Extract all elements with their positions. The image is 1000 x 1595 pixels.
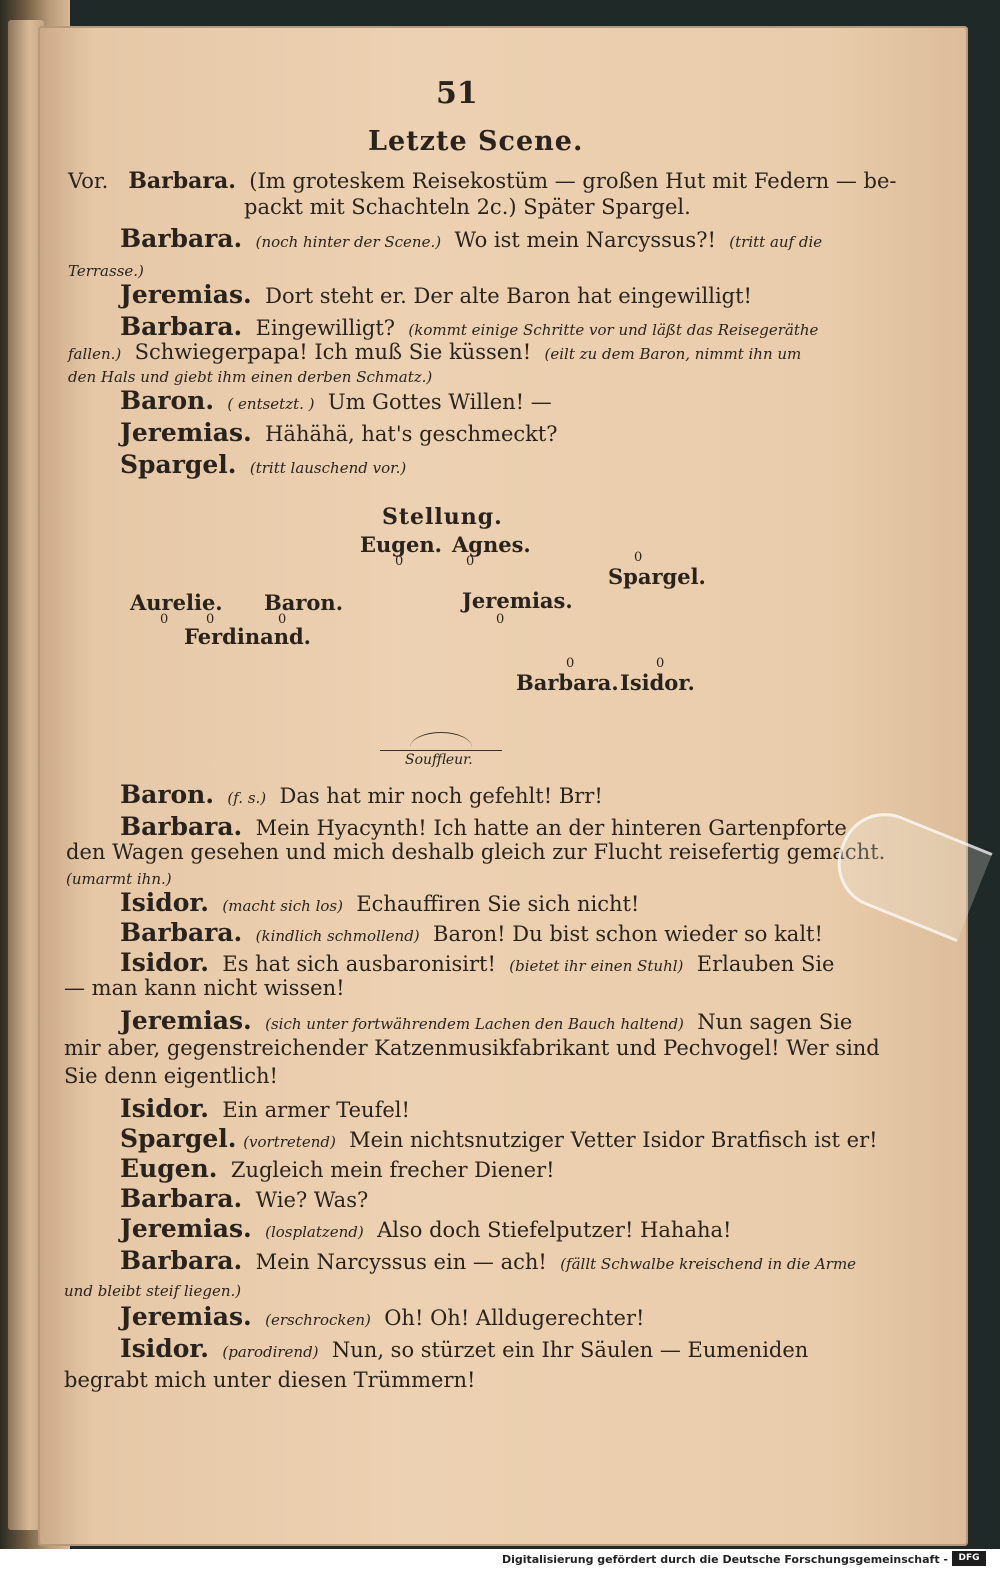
dialogue-text: Das hat mir noch gefehlt! Brr! xyxy=(279,784,603,808)
dialogue-text: Wie? Was? xyxy=(255,1188,369,1212)
speaker-name: Isidor. xyxy=(120,888,210,917)
scene-title: Letzte Scene. xyxy=(368,126,584,157)
stage-direction: (f. s.) xyxy=(227,789,267,807)
dialogue-text: Schwiegerpapa! Ich muß Sie küssen! xyxy=(134,340,532,364)
position-marker: 0 xyxy=(634,550,643,565)
position-marker: 0 xyxy=(278,612,287,627)
dialogue-text: Mein nichtsnutziger Vetter Isidor Bratfisch ist er! xyxy=(349,1128,878,1152)
dialogue-text: Also doch Stiefelputzer! Hahaha! xyxy=(377,1218,732,1242)
dialogue-line xyxy=(120,1094,410,1123)
intro-label: Vor. xyxy=(68,169,109,193)
stage-direction: Terrasse.) xyxy=(68,262,144,280)
position-marker: 0 xyxy=(466,554,475,569)
dialogue-line: mir aber, gegenstreichender Katzenmusikfabrikant und Pechvogel! Wer sind xyxy=(64,1036,880,1060)
stage-direction: (macht sich los) xyxy=(222,897,343,915)
position-agnes: Agnes. xyxy=(452,532,531,557)
dialogue-line xyxy=(120,1246,856,1275)
dfg-logo: DFG xyxy=(952,1551,986,1566)
position-marker: 0 xyxy=(656,656,665,671)
dialogue-text: Mein Hyacynth! Ich hatte an der hinteren Gartenpforte xyxy=(255,816,847,840)
position-marker: 0 xyxy=(206,612,215,627)
dialogue-line: den Wagen gesehen und mich deshalb gleich zur Flucht reisefertig gemacht. xyxy=(66,840,886,864)
speaker-name: Barbara. xyxy=(120,1246,243,1275)
dialogue-line xyxy=(120,1214,731,1243)
speaker-name: Barbara. xyxy=(128,168,236,194)
stage-direction: (bietet ihr einen Stuhl) xyxy=(509,957,684,975)
speaker-name: Baron. xyxy=(120,386,215,415)
speaker-name: Jeremias. xyxy=(120,1214,252,1243)
funding-notice: Digitalisierung gefördert durch die Deutsche Forschungsgemeinschaft - xyxy=(501,1553,948,1566)
dialogue-line xyxy=(120,1154,555,1183)
speaker-name: Barbara. xyxy=(120,224,243,253)
stage-direction: (tritt lauschend vor.) xyxy=(249,459,407,477)
speaker-name: Jeremias. xyxy=(120,1302,252,1331)
speaker-name: Barbara. xyxy=(120,812,243,841)
stage-direction: (parodirend) xyxy=(222,1343,319,1361)
dialogue-text: Zugleich mein frecher Diener! xyxy=(230,1158,555,1182)
dialogue-text: Oh! Oh! Alldugerechter! xyxy=(384,1306,645,1330)
stage-direction: (fällt Schwalbe kreischend in die Arme xyxy=(560,1255,857,1273)
dialogue-line xyxy=(120,1184,368,1213)
speaker-name: Jeremias. xyxy=(120,418,252,447)
speaker-name: Barbara. xyxy=(120,312,243,341)
dialogue-line: Sie denn eigentlich! xyxy=(64,1064,278,1088)
position-barbara: Barbara. xyxy=(516,670,619,695)
position-jeremias: Jeremias. xyxy=(462,588,573,613)
stage-direction: fallen.) xyxy=(68,345,122,363)
position-marker: 0 xyxy=(496,612,505,627)
position-isidor: Isidor. xyxy=(620,670,695,695)
dialogue-line xyxy=(120,224,822,253)
dialogue-line xyxy=(120,386,552,415)
stage-direction: (erschrocken) xyxy=(265,1311,371,1329)
position-baron: Baron. xyxy=(264,590,344,615)
dialogue-text: Dort steht er. Der alte Baron hat eingewilligt! xyxy=(265,284,752,308)
position-marker: 0 xyxy=(566,656,575,671)
dialogue-line xyxy=(120,948,834,977)
dialogue-line xyxy=(120,780,603,809)
dialogue-text: Hähähä, hat's geschmeckt? xyxy=(265,422,558,446)
stage-intro-line-2: packt mit Schachteln 2c.) Später Spargel. xyxy=(244,195,691,219)
stage-intro-line-1 xyxy=(68,168,896,194)
dialogue-line: begrabt mich unter diesen Trümmern! xyxy=(64,1368,476,1392)
stage-direction: (Im groteskem Reisekostüm — großen Hut mit Federn — be- xyxy=(249,169,897,193)
stage-direction: (noch hinter der Scene.) xyxy=(255,233,442,251)
stage-direction: (kommt einige Schritte vor und läßt das Reisegeräthe xyxy=(408,321,819,339)
stage-direction: den Hals und giebt ihm einen derben Schmatz.) xyxy=(68,368,433,386)
speaker-name: Barbara. xyxy=(120,1184,243,1213)
position-eugen: Eugen. xyxy=(360,532,442,557)
dialogue-line xyxy=(120,418,558,447)
dialogue-line xyxy=(120,918,823,947)
stellung-heading: Stellung. xyxy=(382,504,503,530)
position-ferdinand: Ferdinand. xyxy=(184,624,311,649)
dialogue-text: Es hat sich ausbaronisirt! xyxy=(222,952,496,976)
dialogue-text: Nun sagen Sie xyxy=(697,1010,853,1034)
speaker-name: Barbara. xyxy=(120,918,243,947)
dialogue-text: Echauffiren Sie sich nicht! xyxy=(356,892,640,916)
page-number: 51 xyxy=(436,76,478,111)
speaker-name: Spargel. xyxy=(120,1124,237,1153)
dialogue-line xyxy=(120,1006,852,1035)
dialogue-line xyxy=(120,280,752,309)
dialogue-line xyxy=(120,312,818,341)
dialogue-text: Eingewilligt? xyxy=(255,316,396,340)
souffleur-box-outline xyxy=(380,728,502,751)
dialogue-text: Um Gottes Willen! — xyxy=(327,390,552,414)
dialogue-text: Mein Narcyssus ein — ach! xyxy=(255,1250,547,1274)
dialogue-line xyxy=(120,1124,878,1153)
position-marker: 0 xyxy=(395,554,404,569)
dialogue-line xyxy=(120,812,847,841)
dialogue-line xyxy=(120,1302,644,1331)
speaker-name: Eugen. xyxy=(120,1154,218,1183)
dialogue-text: Nun, so stürzet ein Ihr Säulen — Eumeniden xyxy=(331,1338,809,1362)
speaker-name: Jeremias. xyxy=(120,1006,252,1035)
stage-direction: (vortretend) xyxy=(243,1133,336,1151)
speaker-name: Jeremias. xyxy=(120,280,252,309)
position-spargel: Spargel. xyxy=(608,564,706,589)
speaker-name: Baron. xyxy=(120,780,215,809)
stage-direction: (losplatzend) xyxy=(265,1223,364,1241)
dialogue-text: Erlauben Sie xyxy=(696,952,835,976)
dialogue-text: Wo ist mein Narcyssus?! xyxy=(454,228,716,252)
souffleur-label: Souffleur. xyxy=(405,752,473,768)
stage-direction: (kindlich schmollend) xyxy=(255,927,420,945)
dialogue-line: — man kann nicht wissen! xyxy=(64,976,345,1000)
stage-direction: (eilt zu dem Baron, nimmt ihn um xyxy=(544,345,802,363)
dialogue-line xyxy=(120,888,639,917)
speaker-name: Spargel. xyxy=(120,450,237,479)
dialogue-line xyxy=(68,340,801,364)
position-aurelie: Aurelie. xyxy=(130,590,223,615)
dialogue-text: Ein armer Teufel! xyxy=(222,1098,410,1122)
dialogue-text: Baron! Du bist schon wieder so kalt! xyxy=(433,922,823,946)
dialogue-line xyxy=(120,1334,808,1363)
stage-direction: und bleibt steif liegen.) xyxy=(64,1282,242,1300)
stage-direction: (umarmt ihn.) xyxy=(66,870,172,888)
speaker-name: Isidor. xyxy=(120,1334,210,1363)
stage-direction: (sich unter fortwährendem Lachen den Bauch haltend) xyxy=(265,1015,684,1033)
stage-direction: ( entsetzt. ) xyxy=(227,395,315,413)
stage-direction: (tritt auf die xyxy=(729,233,823,251)
speaker-name: Isidor. xyxy=(120,948,210,977)
position-marker: 0 xyxy=(160,612,169,627)
dialogue-line xyxy=(120,450,406,479)
speaker-name: Isidor. xyxy=(120,1094,210,1123)
